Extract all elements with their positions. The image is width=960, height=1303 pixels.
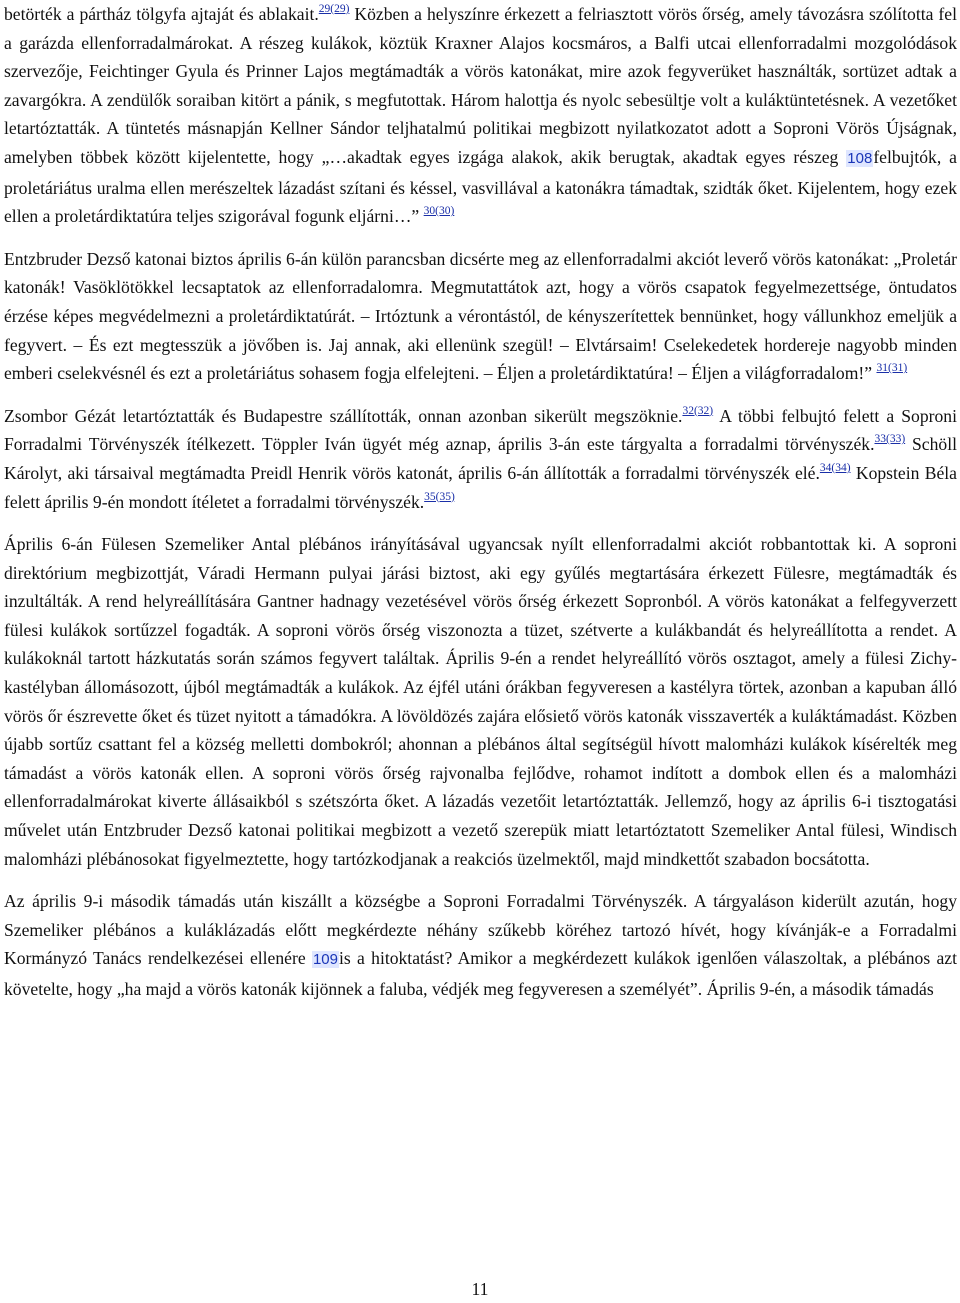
paragraph-text: Kopstein Béla felett április 9-én mondott ítéletet a forradalmi törvényszék.: [4, 462, 957, 512]
footnote-link-34[interactable]: 34(34): [819, 461, 851, 474]
footnote-link-29[interactable]: 29(29): [318, 3, 350, 15]
paragraph-text: A többi felbujtó felett a Soproni Forradalmi Törvényszék ítélkezett. Töppler Iván ügyét még aznap, április 3-án este tárgyalta a forradalmi törvényszék.: [4, 405, 957, 455]
footnote-link-35[interactable]: 35(35): [424, 490, 455, 503]
paragraph-text: felbujtók, a proletáriátus uralma ellen merészeltek lázadást szítani és késsel, vasvillával a katonákra támadtak, szidták őket. Kijelentem, hogy ezek ellen a proletárdiktatúra teljes szigorával fogunk eljárni…”: [4, 146, 957, 227]
paragraph-text: Entzbruder Dezső katonai biztos április 6-án külön parancsban dicsérte meg az ellenforradalmi akciót leverő vörös katonákat: „Proletár katonák! Vasöklötökkel lecsaptatok az ellenforradalomra. Megmutattátok azt, hogy a vörös csapatok fegyelmezettsége, öntudatos érzése képes megvédelmezni a proletárdiktatúrát. – Irtóztunk a vérontástól, de kényszerítettek bennünket, hogy vállunkhoz emeljük a fegyvert. – És ezt megtesszük a jövőben is. Jaj annak, aki ellenünk szegül! – Elvtársaim! Cselekedetek hordereje nagyobb minden emberi cselekvésnél és ezt a proletáriátus sohasem fogja elfelejteni. – Éljen a proletárdiktatúra! – Éljen a világforradalom!”: [4, 248, 957, 384]
paragraph-4: [4, 530, 957, 873]
paragraph-text: Április 6-án Fülesen Szemeliker Antal plébános irányításával ugyancsak nyílt ellenforradalmi akciót robbantottak ki. A soproni direktórium megbizottját, Váradi Hermann pulyai járási biztost, aki egy gyűlés megtartására érkezett Fülesre, megtámadták és inzultálták. A rend helyreállítására Gantner hadnagy vezetésével vörös őrség érkezett Sopronból. A vörös katonákat a felfegyverzett fülesi kulákok sortűzzel fogadták. A soproni vörös őrség viszonozta a tüzet, szétverte a kulákbandát és helyreállította a rendet. A kulákoknál tartott házkutatás során számos fegyvert találtak. Április 9-én a rendet helyreállító vörös osztagot, amely a fülesi Zichy-kastélyban állomásozott, újból megtámadták a kulákok. Az éjfél utáni órákban fegyveresen a kastélyra törtek, azonban a kapuban álló vörös őr észrevette őket és tüzet nyitott a támadókra. A lövöldözés zajára elősiető vörös katonák visszaverték a kuláktámadást. Közben újabb sortűz csattant fel a község melletti dombokról; ahonnan a plébános által segítségül hívott malomházi kulákok kísérelték meg támadást a vörös katonák ellen. A soproni vörös őrség rajvonalba fejlődve, rohamot indított a dombok ellen és a malomházi ellenforradalmárokat kiverte állásaikból s szétszórta őket. A lázadás vezetőit letartóztatták. Jellemző, hogy az április 6-i tisztogatási művelet után Entzbruder Dezső katonai politikai megbizott a vezető szerepük miatt letartóztatott Szemeliker Antal fülesi, Windisch malomházi plébánosokat figyelmeztette, hogy tartózkodjanak a reakciós üzelmektől, majd mindkettőt szabadon bocsátotta.: [4, 534, 957, 869]
footnote-link-32[interactable]: 32(32): [682, 404, 714, 417]
paragraph-text: Zsombor Gézát letartóztatták és Budapestre szállították, onnan azonban sikerült megszöknie.: [4, 405, 683, 426]
footnote-link-33[interactable]: 33(33): [874, 433, 906, 446]
paragraph-text: is a hitoktatást? Amikor a megkérdezett kulákok igenlően válaszoltak, a plébános azt követelte, hogy „ha majd a vörös katonák kijönnek a faluba, védjék meg fegyveresen a személyét”. Április 9-én, a második támadás: [4, 948, 957, 999]
paragraph-1: [4, 0, 957, 231]
paragraph-2: [4, 245, 957, 388]
paragraph-text: Az április 9-i második támadás után kiszállt a községbe a Soproni Forradalmi Törvényszék. A tárgyaláson kiderült azután, hogy Szemeliker plébános a kuláklázadás előtt megkérdezte néhány szűkebb köréhez tartozó hívét, hogy kívánják-e a Forradalmi Kormányzó Tanács rendelkezései ellenére: [4, 891, 957, 969]
footnote-link-31[interactable]: 31(31): [876, 362, 908, 375]
paragraph-5: [4, 887, 957, 1003]
page-number: 11: [471, 1279, 489, 1299]
paragraph-text: Közben a helyszínre érkezett a felriasztott vörös őrség, amely távozásra szólította fel a garázda ellenforradalmárokat. A részeg kulákok, köztük Kraxner Alajos kocsmáros, a Balfi utcai ellenforradalmi mozgolódások szervezője, Feichtinger Gyula és Prinner Lajos megtámadták a vörös katonákat, mire azok fegyverüket használták, sortüzet adtak a zavargókra. A zendülők soraiban kitört a pánik, s megfutottak. Három halottja és nyolc sebesültje volt a kuláktüntetésnek. A vezetőket letartóztatták. A tüntetés másnapján Kellner Sándor teljhatalmú politikai megbizott nyilatkozatot adott a Soproni Vörös Újságnak, amelyben többek között kijelentette, hogy „…akadtak egyes izgága alakok, akik berugtak, akadtak egyes részeg: [4, 4, 957, 167]
footnote-link-30[interactable]: 30(30): [423, 205, 455, 218]
paragraph-3: [4, 402, 957, 516]
paragraph-text: betörték a pártház tölgyfa ajtaját és ablakait.: [4, 4, 319, 24]
paragraph-text: Schöll Károlyt, aki társaival megtámadta Preidl Henrik vörös katonát, április 6-án állították a forradalmi törvényszék elé.: [4, 434, 957, 483]
page-marker-109[interactable]: 109: [312, 951, 338, 969]
page-marker-108[interactable]: 108: [847, 149, 873, 167]
